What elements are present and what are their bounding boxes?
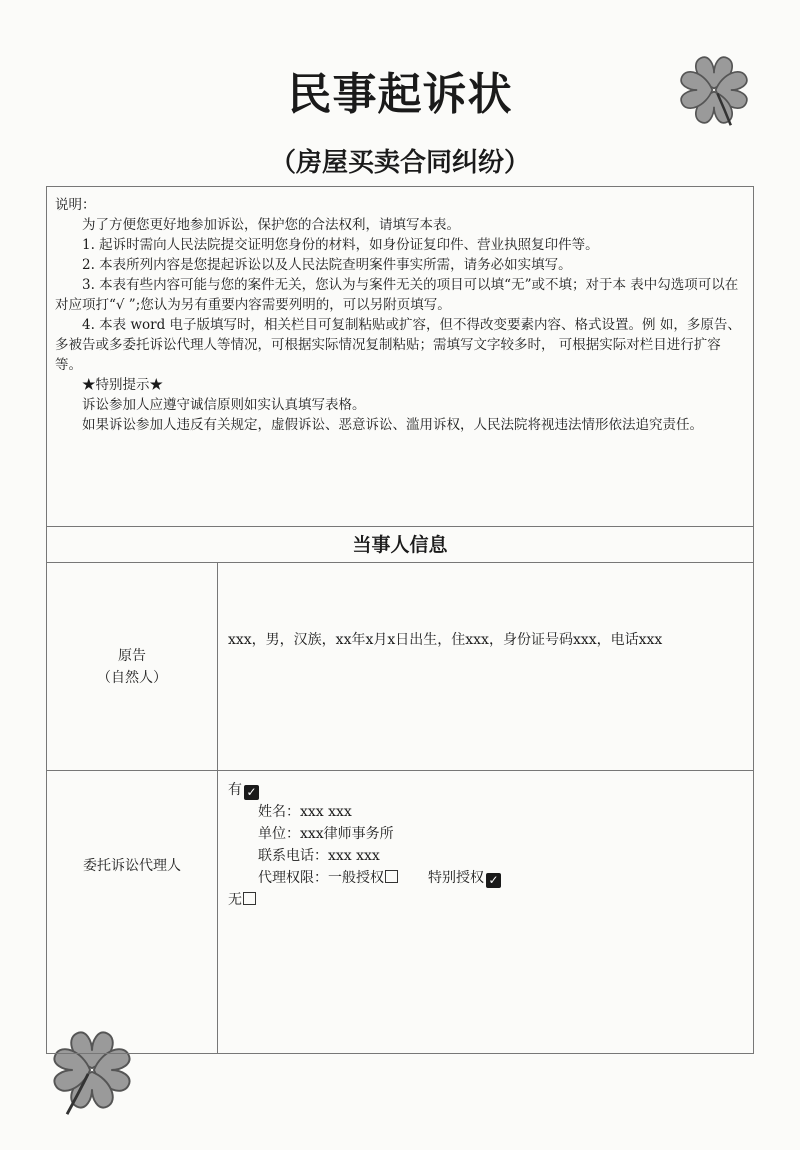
checkbox-checked-icon[interactable]: ✓	[486, 873, 501, 888]
agent-has-label: 有	[228, 782, 242, 798]
agent-name: 姓名：xxx xxx	[258, 804, 352, 820]
agent-authority	[228, 867, 743, 889]
agent-label-cell	[47, 771, 218, 1053]
plaintiff-sublabel: （自然人）	[97, 669, 167, 686]
instruction-line: 3. 本表有些内容可能与您的案件无关，您认为与案件无关的项目可以填“无”或不填；对于本 表中勾选项可以在对应项打“√ ”;您认为另有重要内容需要列明的，可以另附页填写。	[55, 277, 739, 313]
clover-icon	[672, 48, 756, 132]
party-info-header: 当事人信息	[47, 527, 753, 563]
document-title: 民事起诉状	[287, 69, 513, 120]
agent-label: 委托诉讼代理人	[83, 858, 181, 874]
plaintiff-value-cell[interactable]	[218, 563, 753, 770]
checkbox-checked-icon[interactable]: ✓	[244, 785, 259, 800]
instruction-line: 诉讼参加人应遵守诚信原则如实认真填写表格。	[82, 397, 366, 413]
complaint-form	[46, 186, 754, 1054]
plaintiff-label: 原告	[118, 647, 146, 664]
special-notice-heading: ★特别提示★	[82, 377, 163, 393]
instructions-heading: 说明：	[55, 197, 96, 213]
agent-none-option[interactable]	[228, 889, 743, 911]
agent-value-cell[interactable]	[218, 771, 753, 1053]
agent-phone: 联系电话：xxx xxx	[258, 848, 380, 864]
plaintiff-info: xxx，男，汉族，xx年x月x日出生，住xxx，身份证号码xxx，电话xxx	[228, 632, 663, 648]
authority-special-label: 特别授权	[428, 870, 484, 886]
document-subtitle: （房屋买卖合同纠纷）	[269, 148, 530, 178]
instruction-line: 如果诉讼参加人违反有关规定，虚假诉讼、恶意诉讼、滥用诉权，人民法院将视违法情形依法追究责任。	[82, 417, 703, 433]
authority-general-label: 一般授权	[328, 870, 384, 886]
instruction-line: 4. 本表 word 电子版填写时，相关栏目可复制粘贴或扩容，但不得改变要素内容、格式设置。例 如，多原告、多被告或多委托诉讼代理人等情况，可根据实际情况复制粘贴；需填写文字较多时， 可根据实际对栏目进行扩容等。	[55, 317, 741, 373]
agent-unit: 单位：xxx律师事务所	[258, 826, 394, 842]
plaintiff-row	[47, 563, 753, 771]
agent-row	[47, 771, 753, 1053]
authority-label: 代理权限：	[258, 870, 328, 886]
checkbox-empty-icon[interactable]	[243, 892, 256, 905]
instruction-line: 为了方便您更好地参加诉讼，保护您的合法权利，请填写本表。	[82, 217, 460, 233]
plaintiff-label-cell	[47, 563, 218, 770]
agent-has-option[interactable]	[228, 779, 743, 801]
instruction-line: 1. 起诉时需向人民法院提交证明您身份的材料，如身份证复印件、营业执照复印件等。	[82, 237, 599, 253]
instructions-section	[47, 187, 753, 527]
instruction-line: 2. 本表所列内容是您提起诉讼以及人民法院查明案件事实所需，请务必如实填写。	[82, 257, 572, 273]
checkbox-empty-icon[interactable]	[385, 870, 398, 883]
agent-none-label: 无	[228, 892, 242, 908]
